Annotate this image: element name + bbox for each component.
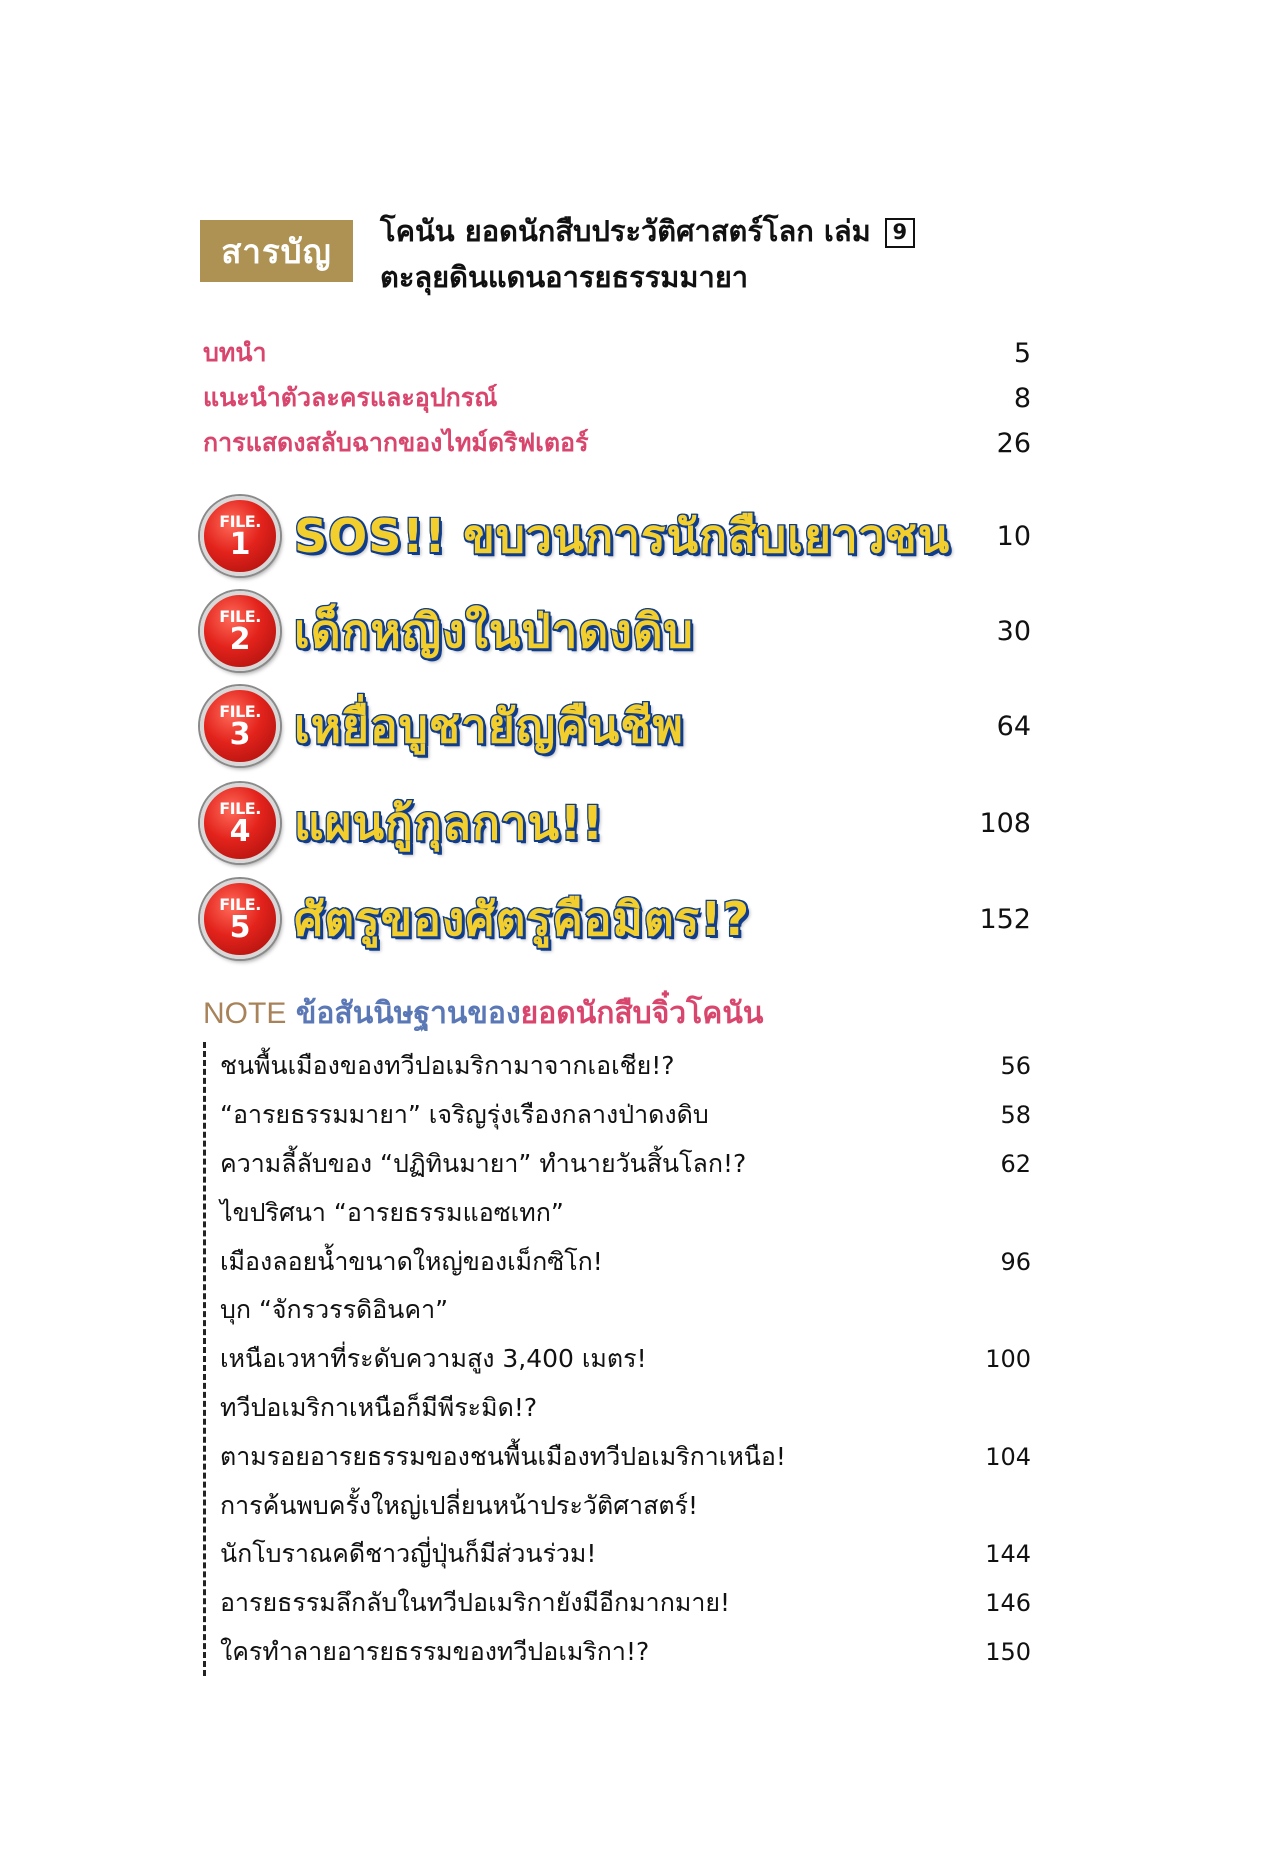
note-item-page: 58 xyxy=(1000,1101,1031,1130)
note-item[interactable] xyxy=(220,1237,1031,1286)
file-title: เหยื่อบูชายัญคืนชีพ xyxy=(294,698,684,753)
note-item-text: ความลี้ลับของ “ปฏิทินมายา” ทำนายวันสิ้นโลก!? xyxy=(220,1148,747,1178)
note-heading xyxy=(203,990,763,1037)
note-item-text: ทวีปอเมริกาเหนือก็มีพีระมิด!? xyxy=(220,1392,538,1422)
file-page: 108 xyxy=(979,807,1031,839)
file-badge-icon xyxy=(200,783,280,863)
note-item-page: 56 xyxy=(1000,1052,1031,1081)
volume-number: 9 xyxy=(885,218,915,248)
file-title: ศัตรูของศัตรูคือมิตร!? xyxy=(294,891,751,946)
note-heading-part1: ข้อสันนิษฐานของ xyxy=(295,996,521,1031)
note-item-text: การค้นพบครั้งใหญ่เปลี่ยนหน้าประวัติศาสตร์! xyxy=(220,1490,699,1520)
note-item-text: เมืองลอยน้ำขนาดใหญ่ของเม็กซิโก! xyxy=(220,1246,603,1276)
note-heading-part2: ยอดนักสืบจิ๋วโคนัน xyxy=(520,996,764,1031)
note-item[interactable] xyxy=(220,1579,1031,1628)
file-title: เด็กหญิงในป่าดงดิบ xyxy=(294,603,694,658)
note-item[interactable] xyxy=(220,1286,1031,1335)
note-item-page: 62 xyxy=(1000,1149,1031,1178)
file-badge-word: FILE. xyxy=(219,799,261,818)
toc-entry-label: แนะนำตัวละครและอุปกรณ์ xyxy=(203,383,498,412)
file-badge-icon xyxy=(200,686,280,766)
file-badge-word: FILE. xyxy=(219,607,261,626)
file-badge-icon xyxy=(200,496,280,576)
toc-file-1[interactable] xyxy=(200,496,1031,576)
note-item[interactable] xyxy=(220,1042,1031,1091)
note-item-page: 146 xyxy=(985,1589,1031,1618)
note-item[interactable] xyxy=(220,1335,1031,1384)
note-item-text: ชนพื้นเมืองของทวีปอเมริกามาจากเอเชีย!? xyxy=(220,1051,675,1081)
note-item[interactable] xyxy=(220,1140,1031,1189)
file-badge-number: 2 xyxy=(229,622,251,657)
note-item-page: 150 xyxy=(985,1637,1031,1666)
file-badge-number: 1 xyxy=(229,527,251,562)
file-page: 64 xyxy=(996,710,1031,742)
toc-file-3[interactable] xyxy=(200,686,1031,766)
toc-entry-characters[interactable] xyxy=(203,378,1031,418)
note-item[interactable] xyxy=(220,1432,1031,1481)
file-badge-word: FILE. xyxy=(219,512,261,531)
toc-entry-page: 26 xyxy=(996,427,1031,459)
file-badge-word: FILE. xyxy=(219,895,261,914)
note-item[interactable] xyxy=(220,1628,1031,1677)
book-subtitle: ตะลุยดินแดนอารยธรรมมายา xyxy=(380,260,749,294)
file-badge-number: 5 xyxy=(229,910,251,945)
book-title-line1 xyxy=(380,208,915,254)
book-title-text: โคนัน ยอดนักสืบประวัติศาสตร์โลก เล่ม xyxy=(380,214,871,248)
toc-entry-page: 5 xyxy=(1013,337,1031,369)
file-badge-number: 3 xyxy=(229,717,251,752)
file-page: 152 xyxy=(979,903,1031,935)
toc-file-5[interactable] xyxy=(200,879,1031,959)
note-item-text: นักโบราณคดีชาวญี่ปุ่นก็มีส่วนร่วม! xyxy=(220,1539,597,1569)
file-title: แผนกู้กุลกาน!! xyxy=(294,795,605,850)
note-item-text: ไขปริศนา “อารยธรรมแอซเทก” xyxy=(220,1197,564,1227)
note-item[interactable] xyxy=(220,1188,1031,1237)
note-item-text: ตามรอยอารยธรรมของชนพื้นเมืองทวีปอเมริกาเหนือ! xyxy=(220,1441,786,1471)
file-title: SOS!! ขบวนการนักสืบเยาวชน xyxy=(294,508,951,563)
note-item-page: 100 xyxy=(985,1345,1031,1374)
file-page: 10 xyxy=(996,520,1031,552)
file-badge-word: FILE. xyxy=(219,702,261,721)
note-item-text: อารยธรรมลึกลับในทวีปอเมริกายังมีอีกมากมาย! xyxy=(220,1588,731,1618)
note-item[interactable] xyxy=(220,1091,1031,1140)
note-item[interactable] xyxy=(220,1384,1031,1433)
file-badge-number: 4 xyxy=(229,814,251,849)
note-item-text: เหนือเวหาที่ระดับความสูง 3,400 เมตร! xyxy=(220,1344,647,1374)
file-badge-icon xyxy=(200,879,280,959)
file-page: 30 xyxy=(996,615,1031,647)
note-item-text: ใครทำลายอารยธรรมของทวีปอเมริกา!? xyxy=(220,1636,650,1666)
toc-entry-label: การแสดงสลับฉากของไทม์ดริฟเตอร์ xyxy=(203,428,589,457)
note-item[interactable] xyxy=(220,1530,1031,1579)
toc-file-4[interactable] xyxy=(200,783,1031,863)
note-item-text: บุก “จักรวรรดิอินคา” xyxy=(220,1295,449,1325)
note-list xyxy=(203,1042,1031,1676)
toc-entry-time-drifter[interactable] xyxy=(203,423,1031,463)
note-item-page: 96 xyxy=(1000,1247,1031,1276)
toc-entry-label: บทนำ xyxy=(203,338,267,367)
toc-badge: สารบัญ xyxy=(200,220,353,282)
note-item-page: 144 xyxy=(985,1540,1031,1569)
file-badge-icon xyxy=(200,591,280,671)
note-item[interactable] xyxy=(220,1481,1031,1530)
book-title xyxy=(380,208,915,300)
toc-entry-page: 8 xyxy=(1013,382,1031,414)
toc-file-2[interactable] xyxy=(200,591,1031,671)
note-item-page: 104 xyxy=(985,1442,1031,1471)
note-item-text: “อารยธรรมมายา” เจริญรุ่งเรืองกลางป่าดงดิบ xyxy=(220,1100,709,1130)
toc-entry-intro[interactable] xyxy=(203,333,1031,373)
note-word: NOTE xyxy=(203,997,287,1030)
